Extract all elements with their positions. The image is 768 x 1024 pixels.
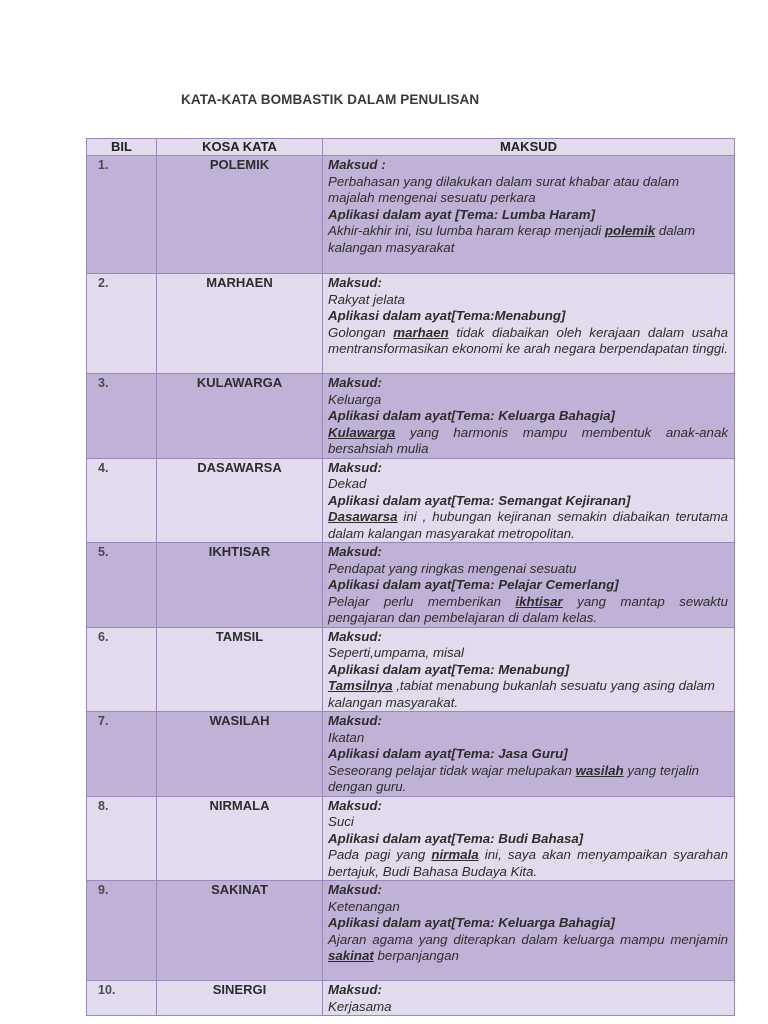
aplikasi-label: Aplikasi dalam ayat[Tema: Keluarga Bahagia] — [328, 408, 615, 423]
aplikasi-label: Aplikasi dalam ayat[Tema: Jasa Guru] — [328, 746, 568, 761]
maksud-label: Maksud: — [328, 882, 382, 897]
meaning-text: Perbahasan yang dilakukan dalam surat khabar atau dalam majalah mengenai sesuatu perkara — [328, 173, 680, 205]
row-meaning-cell — [323, 881, 735, 981]
row-meaning-cell — [323, 374, 735, 459]
meaning-text: Ikatan — [328, 729, 365, 745]
maksud-label: Maksud: — [328, 628, 382, 644]
row-meaning-cell — [323, 796, 735, 881]
meaning-text: Rakyat jelata — [328, 291, 405, 307]
example-before: Seseorang pelajar tidak wajar melupakan — [328, 762, 576, 778]
table-row — [87, 374, 735, 459]
meaning-text: Keluarga — [328, 391, 382, 407]
table-row — [87, 627, 735, 712]
meaning-text: Ketenangan — [328, 898, 400, 914]
meaning-text: Dekad — [328, 476, 367, 491]
example-after: yang terjalin dengan guru. — [328, 762, 700, 794]
header-kosa-kata: KOSA KATA — [157, 139, 323, 156]
aplikasi-label: Aplikasi dalam ayat[Tema: Budi Bahasa] — [328, 830, 584, 846]
example-sentence — [328, 325, 728, 358]
example-keyword: wasilah — [575, 762, 624, 778]
row-number: 10. — [87, 981, 157, 1016]
example-keyword: nirmala — [431, 847, 479, 862]
maksud-label: Maksud: — [328, 459, 382, 475]
example-before: Ajaran agama yang diterapkan dalam keluarga mampu menjamin — [328, 931, 728, 947]
example-before: Pelajar perlu memberikan — [328, 593, 516, 609]
table-row — [87, 981, 735, 1016]
row-meaning-cell — [323, 712, 735, 797]
example-before: Akhir-akhir ini, isu lumba haram kerap menjadi — [328, 223, 605, 238]
example-keyword: Kulawarga — [328, 424, 396, 440]
row-number: 9. — [87, 881, 157, 981]
meaning-text: Seperti,umpama, misal — [328, 645, 464, 660]
row-word: NIRMALA — [157, 796, 323, 881]
example-keyword: Tamsilnya — [328, 678, 393, 693]
example-after: berpanjangan — [373, 948, 459, 963]
row-word: DASAWARSA — [157, 458, 323, 543]
row-number: 1. — [87, 156, 157, 274]
meaning-text: Kerjasama — [328, 998, 392, 1014]
table-header-row — [87, 139, 735, 156]
example-after: ini , hubungan kejiranan semakin diabaikan terutama dalam kalangan masyarakat metropolitan. — [328, 509, 728, 541]
row-meaning-cell — [323, 627, 735, 712]
row-word: KULAWARGA — [157, 374, 323, 459]
row-word: POLEMIK — [157, 156, 323, 274]
row-word: MARHAEN — [157, 274, 323, 374]
meaning-text: Suci — [328, 814, 354, 829]
example-sentence — [328, 509, 728, 542]
maksud-label: Maksud: — [328, 275, 382, 290]
maksud-label: Maksud: — [328, 544, 382, 559]
row-number: 2. — [87, 274, 157, 374]
example-sentence — [328, 223, 728, 256]
table-row — [87, 156, 735, 274]
aplikasi-label: Aplikasi dalam ayat[Tema: Semangat Kejiranan] — [328, 492, 631, 508]
row-word: WASILAH — [157, 712, 323, 797]
example-before: Pada pagi yang — [328, 847, 432, 862]
document-title: KATA-KATA BOMBASTIK DALAM PENULISAN — [181, 92, 480, 107]
row-meaning-cell — [323, 981, 735, 1016]
row-number: 4. — [87, 458, 157, 543]
maksud-label: Maksud: — [328, 375, 382, 390]
table-row — [87, 274, 735, 374]
row-number: 3. — [87, 374, 157, 459]
example-after: yang harmonis mampu membentuk anak-anak bersahsiah mulia — [328, 424, 728, 456]
example-after: ini, saya akan menyampaikan syarahan bertajuk, Budi Bahasa Budaya Kita. — [328, 847, 728, 879]
example-keyword: Dasawarsa — [328, 509, 398, 524]
example-keyword: sakinat — [328, 948, 374, 963]
row-number: 7. — [87, 712, 157, 797]
meaning-text: Pendapat yang ringkas mengenai sesuatu — [328, 560, 577, 576]
aplikasi-label: Aplikasi dalam ayat[Tema:Menabung] — [328, 308, 566, 323]
aplikasi-label: Aplikasi dalam ayat[Tema: Pelajar Cemerlang] — [328, 577, 619, 592]
aplikasi-label: Aplikasi dalam ayat [Tema: Lumba Haram] — [328, 206, 596, 222]
example-after: tidak diabaikan oleh kerajaan dalam usaha mentransformasikan ekonomi ke arah negara berpendapatan tinggi. — [328, 324, 728, 356]
row-number: 5. — [87, 543, 157, 628]
header-maksud: MAKSUD — [323, 139, 735, 156]
row-number: 6. — [87, 627, 157, 712]
maksud-label: Maksud: — [328, 713, 382, 728]
example-after: yang mantap sewaktu pengajaran dan pembelajaran di dalam kelas. — [328, 593, 728, 625]
example-after: dalam kalangan masyarakat — [328, 223, 696, 255]
header-bil: BIL — [87, 139, 157, 156]
aplikasi-label: Aplikasi dalam ayat[Tema: Menabung] — [328, 661, 570, 677]
example-sentence — [328, 678, 728, 711]
example-keyword: ikhtisar — [515, 593, 563, 609]
table-row — [87, 458, 735, 543]
example-keyword: marhaen — [393, 324, 449, 340]
row-word: TAMSIL — [157, 627, 323, 712]
row-number: 8. — [87, 796, 157, 881]
example-sentence — [328, 763, 728, 796]
example-after: ,tabiat menabung bukanlah sesuatu yang asing dalam kalangan masyarakat. — [328, 678, 715, 710]
table-row — [87, 712, 735, 797]
row-word: SAKINAT — [157, 881, 323, 981]
example-sentence — [328, 847, 728, 880]
maksud-label: Maksud: — [328, 797, 382, 813]
row-meaning-cell — [323, 274, 735, 374]
row-meaning-cell — [323, 458, 735, 543]
example-sentence — [328, 425, 728, 458]
example-before: Golongan — [328, 324, 394, 340]
table-row — [87, 796, 735, 881]
row-meaning-cell — [323, 156, 735, 274]
table-row — [87, 881, 735, 981]
example-sentence — [328, 932, 728, 965]
maksud-label: Maksud : — [328, 157, 386, 172]
example-keyword: polemik — [604, 223, 656, 238]
maksud-label: Maksud: — [328, 982, 382, 997]
row-word: IKHTISAR — [157, 543, 323, 628]
row-meaning-cell — [323, 543, 735, 628]
table-row — [87, 543, 735, 628]
vocabulary-table — [86, 138, 735, 1016]
row-word: SINERGI — [157, 981, 323, 1016]
aplikasi-label: Aplikasi dalam ayat[Tema: Keluarga Bahagia] — [328, 915, 615, 930]
example-sentence — [328, 594, 728, 627]
